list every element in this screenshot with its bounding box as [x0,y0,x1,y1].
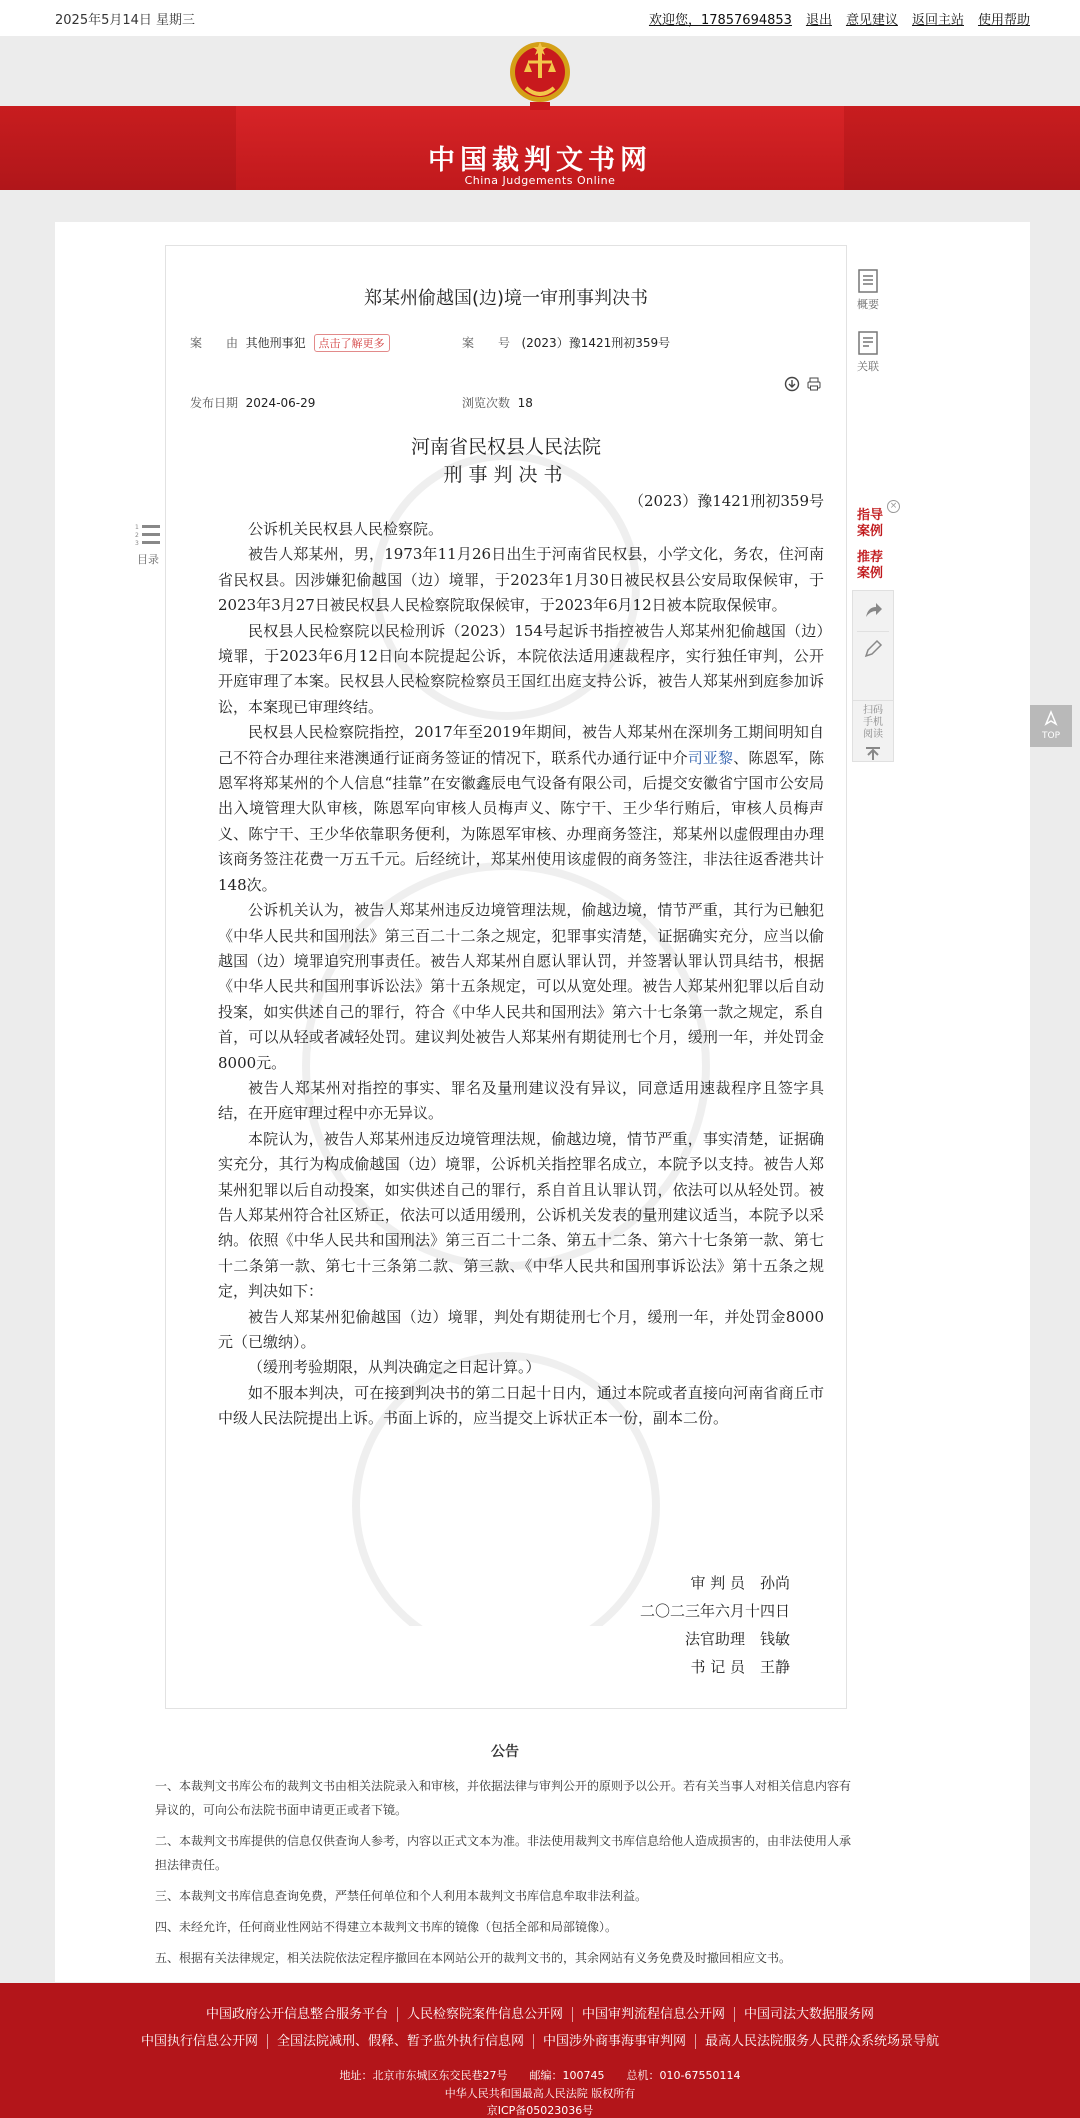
toc-label: 目录 [137,553,159,566]
notice-section [155,1740,855,1977]
overview-button[interactable] [848,268,888,312]
paragraph: 公诉机关民权县人民检察院。 [248,520,444,538]
court-emblem-icon [506,36,574,114]
paragraph: 本院认为，被告人郑某州违反边境管理法规，偷越边境，情节严重，事实清楚，证据确实充分，其行为构成偷越国（边）境罪，公诉机关指控罪名成立，本院予以支持。被告人郑某州犯罪以后自动投案，如实供述自己的罪行，系自首且认罪认罚，依法可以从轻处罚。被告人郑某州符合社区矫正，依法可以适用缓刑，公诉机关发表的量刑建议适当，本院予以采纳。依照《中华人民共和国刑法》第三百二十二条、第五十二条、第六十七条第一款、第七十二条第一款、第七十三条第二款、第三款、《中华人民共和国刑事诉讼法》第十五条之规定，判决如下： [218,1129,824,1301]
footer-link[interactable]: 人民检察院案件信息公开网 [398,2007,573,2022]
download-icon[interactable] [784,376,800,392]
paragraph: 如不服本判决，可在接到判决书的第二日起十日内，通过本院或者直接向河南省商丘市中级人民法院提出上诉。书面上诉的，应当提交上诉状正本一份，副本二份。 [218,1383,824,1428]
case-no-meta [462,334,670,351]
paragraph [218,720,824,898]
footer-links-row-1 [0,2003,1080,2022]
document-icon [857,268,879,294]
footer-link[interactable]: 最高人民法院服务人民群众系统场景导航 [705,2034,940,2049]
paragraph-text: 、陈恩军，陈恩军将郑某州的个人信息“挂靠”在安徽鑫辰电气设备有限公司，后提交安徽省宁国市公安局出入境管理大队审核，陈恩军向审核人员梅声义、陈宁干、王少华行贿后，审核人员梅声义、陈宁干、王少华依靠职务便利，为陈恩军审核、办理商务签注，郑某州以虚假理由办理该商务签注花费一万五千元。后经统计，郑某州使用该虚假的商务签注，非法往返香港共计148次。 [218,748,824,894]
cause-value: 其他刑事犯 [245,336,306,350]
toc-button[interactable] [130,522,166,567]
back-main-link[interactable]: 返回主站 [911,13,964,28]
edit-icon[interactable] [862,638,884,660]
current-date: 2025年5月14日 星期三 [55,13,196,28]
side-tools [848,268,888,392]
close-icon[interactable]: × [887,500,900,513]
views-label: 浏览次数 [462,396,511,410]
notice-title: 公告 [491,1744,519,1760]
cause-label: 案 由 [190,336,239,350]
rocket-icon [1042,710,1060,732]
case-number: （2023）豫1421刑初359号 [629,492,824,510]
related-button[interactable] [848,330,888,374]
list-icon [134,522,162,548]
footer-link[interactable]: 中国司法大数据服务网 [744,2007,875,2022]
paragraph: （缓刑考验期限，从判决确定之日起计算。） [248,1358,541,1377]
footer-address: 地址：北京市东城区东交民巷27号 邮编：100745 总机：010-67550114 [339,2069,741,2082]
paragraph: 被告人郑某州对指控的事实、罪名及量刑建议没有异议，同意适用速裁程序且签字具结，在开庭审理过程中亦无异议。 [218,1078,824,1123]
cause-meta [190,334,390,352]
logout-link[interactable]: 退出 [805,13,832,28]
views-value: 18 [517,396,533,410]
person-link[interactable]: 司亚黎 [687,748,734,767]
footer-link[interactable]: 中国涉外商事海事审判网 [534,2034,696,2049]
date-meta [190,394,315,411]
recommend-case-link[interactable]: 推荐案例 [857,550,884,581]
top-links [649,9,1030,28]
svg-text:1: 1 [135,524,139,531]
help-link[interactable]: 使用帮助 [977,13,1030,28]
court-name: 河南省民权县人民法院 [410,436,601,458]
top-label: TOP [1041,731,1060,741]
footer-link[interactable]: 中国政府公开信息整合服务平台 [197,2007,398,2022]
case-no-value: (2023）豫1421刑初359号 [521,336,671,350]
judgment-body [218,517,824,1432]
share-icon[interactable] [862,599,884,621]
svg-text:2: 2 [135,532,139,539]
judgment-document [165,245,847,1709]
paragraph: 被告人郑某州，男，1973年11月26日出生于河南省民权县，小学文化，务农，住河南省民权县。因涉嫌犯偷越国（边）境罪，于2023年1月30日被民权县公安局取保候审，于2023年3月27日被民权县人民检察院取保候审，于2023年6月12日被本院取保候审。 [218,545,824,615]
paragraph-text: 民权县人民检察院指控，2017年至2019年期间，被告人郑某州在深圳务工期间明知自己不符合办理往来港澳通行证商务签证的情况下，联系代办通行证中介 [218,723,824,767]
signature-date: 二〇二三年六月十四日 [639,1602,790,1620]
footer-links-row-2 [0,2030,1080,2049]
paragraph: 民权县人民检察院以民检刑诉（2023）154号起诉书指控被告人郑某州犯偷越国（边）境罪，于2023年6月12日向本院提起公诉，本院依法适用速裁程序，实行独任审判，公开开庭审理了本案。民权县人民检察院检察员王国红出庭支持公诉，被告人郑某州到庭参加诉讼，本案现已审理终结。 [218,621,824,716]
overview-label: 概要 [857,298,879,311]
notice-item: 四、未经允许，任何商业性网站不得建立本裁判文书库的镜像（包括全部和局部镜像）。 [155,1920,618,1934]
header-banner [0,36,1080,190]
print-icon[interactable] [806,376,822,392]
signature-assistant: 法官助理 钱敏 [684,1630,790,1648]
publish-date-value: 2024-06-29 [245,396,316,410]
feedback-link[interactable]: 意见建议 [845,13,898,28]
notice-item: 五、根据有关法律规定，相关法院依法定程序撤回在本网站公开的裁判文书的，其余网站有义务免费及时撤回相应文书。 [155,1951,792,1965]
document-title: 郑某州偷越国(边)境一审刑事判决书 [363,288,649,309]
notice-item: 三、本裁判文书库信息查询免费，严禁任何单位和个人利用本裁判文书库信息牟取非法利益。 [155,1889,648,1903]
scan-mobile-box[interactable] [852,700,894,762]
guide-case-link[interactable]: 指导案例 [857,508,884,539]
publish-date-label: 发布日期 [190,396,239,410]
arrow-up-icon[interactable] [864,745,882,761]
learn-more-tag[interactable]: 点击了解更多 [314,334,390,352]
footer-link[interactable]: 中国审判流程信息公开网 [573,2007,735,2022]
footer-icp[interactable]: 京ICP备05023036号 [486,2104,594,2117]
back-to-top-button[interactable] [1030,705,1072,747]
site-title[interactable]: 中国裁判文书网 [428,145,652,176]
footer-copyright: 中华人民共和国最高人民法院 版权所有 [444,2087,636,2100]
document-type: 刑事判决书 [443,464,569,486]
paragraph: 公诉机关认为，被告人郑某州违反边境管理法规，偷越边境，情节严重，其行为已触犯《中华人民共和国刑法》第三百二十二条之规定，犯罪事实清楚，证据确实充分，应当以偷越国（边）境罪追究刑事责任。被告人郑某州自愿认罪认罚，并签署认罪认罚具结书，根据《中华人民共和国刑事诉讼法》第十五条规定，可以从宽处理。被告人郑某州犯罪以后自动投案，如实供述自己的罪行，符合《中华人民共和国刑法》第六十七条第一款之规定，系自首，可以从轻或者减轻处罚。建议判处被告人郑某州有期徒刑七个月，缓刑一年，并处罚金8000元。 [218,901,824,1072]
case-no-label: 案 号 [462,336,511,350]
side-action-box [852,590,894,702]
related-label: 关联 [857,360,879,373]
related-document-icon [857,330,879,356]
welcome-user-link[interactable]: 欢迎您，17857694853 [648,13,792,28]
signature-judge: 审 判 员 孙尚 [690,1574,790,1592]
footer-link[interactable]: 中国执行信息公开网 [132,2034,268,2049]
footer-link[interactable]: 全国法院减刑、假释、暂予监外执行信息网 [268,2034,534,2049]
signature-clerk: 书 记 员 王静 [690,1658,790,1676]
doc-tools [784,376,822,392]
footer [0,1983,1080,2118]
scan-label: 扫码手机阅读 [863,705,883,740]
site-subtitle: China Judgements Online [464,174,616,187]
notice-item: 二、本裁判文书库提供的信息仅供查询人参考，内容以正式文本为准。非法使用裁判文书库信息给他人造成损害的，由非法使用人承担法律责任。 [155,1834,852,1872]
notice-item: 一、本裁判文书库公布的裁判文书由相关法院录入和审核，并依据法律与审判公开的原则予以公开。若有关当事人对相关信息内容有异议的，可向公布法院书面申请更正或者下镜。 [155,1779,852,1817]
top-bar [0,0,1080,36]
svg-text:3: 3 [135,540,139,547]
paragraph: 被告人郑某州犯偷越国（边）境罪，判处有期徒刑七个月，缓刑一年，并处罚金8000元（已缴纳）。 [218,1307,824,1351]
views-meta [462,394,533,411]
guide-cases [857,501,898,582]
